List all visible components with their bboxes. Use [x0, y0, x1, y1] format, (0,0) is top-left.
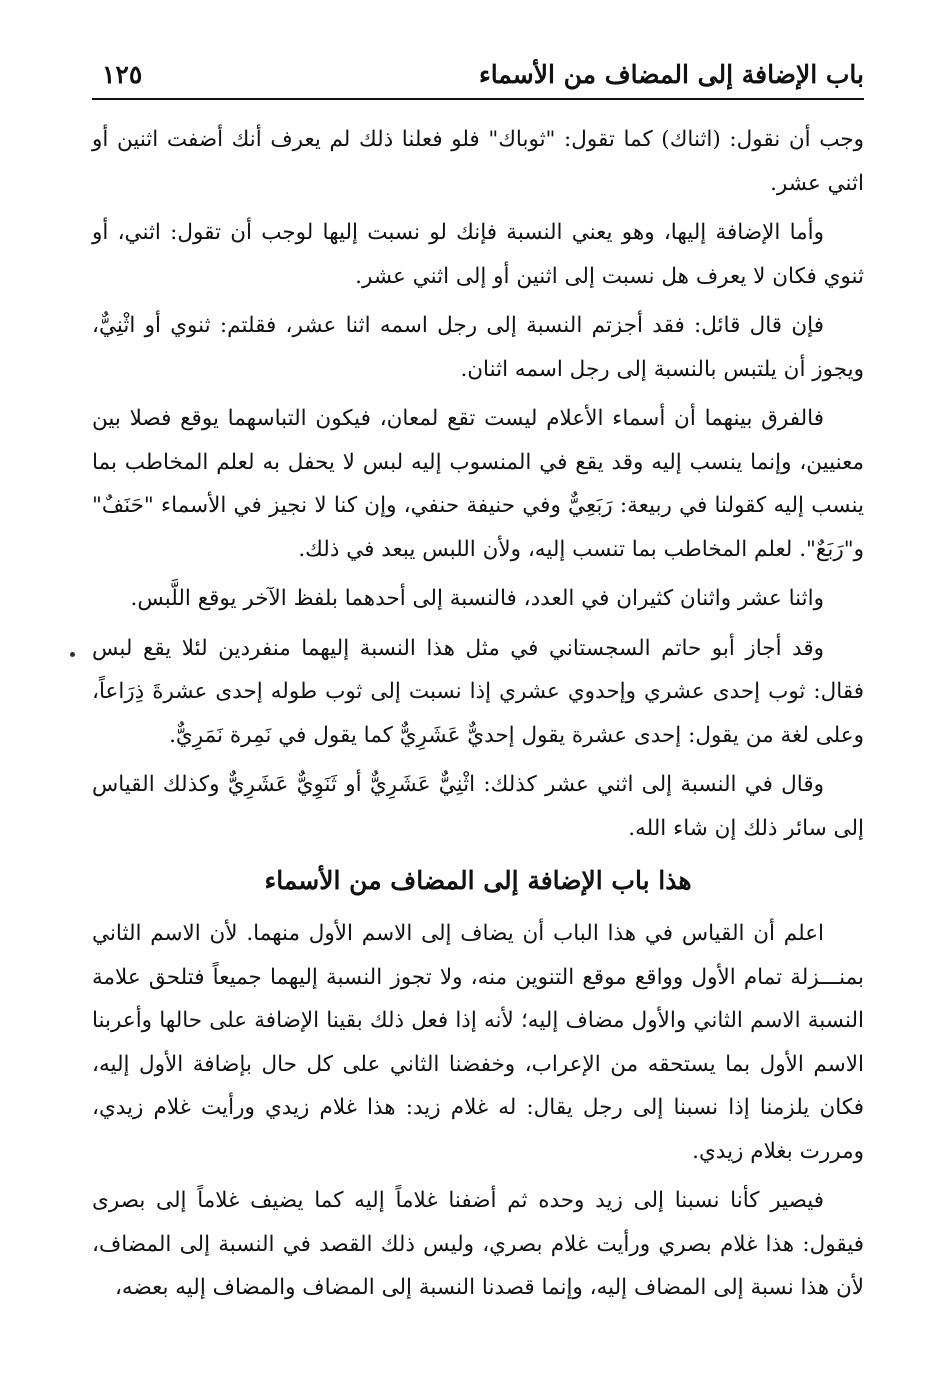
paragraph: وجب أن نقول: (اثناك) كما تقول: "ثوباك" فلو فعلنا ذلك لم يعرف أنك أضفت اثنين أو اثني عشر. — [92, 127, 864, 196]
margin-mark — [70, 652, 75, 657]
paragraph: فيصير كأنا نسبنا إلى زيد وحده ثم أضفنا غلاماً إليه كما يضيف غلاماً إلى بصرى فيقول: هذا غلام بصري ورأيت غلام بصري، وليس ذلك القصد في النسبة إلى المضاف، لأن هذا نسبة إلى المضاف إليه، وإنما قصدنا النسبة إلى المضاف والمضاف إليه بعضه، — [92, 1188, 864, 1300]
paragraph: واثنا عشر واثنان كثيران في العدد، فالنسبة إلى أحدهما بلفظ الآخر يوقع اللَّبس. — [130, 586, 824, 611]
section-heading: هذا باب الإضافة إلى المضاف من الأسماء — [264, 866, 692, 895]
paragraph: فالفرق بينهما أن أسماء الأعلام ليست تقع لمعان، فيكون التباسهما يوقع فصلا بين معنيين، وإنما ينسب إليه وقد يقع في المنسوب إليه لبس لا يحفل به لعلم المخاطب بما ينسب إليه كقولنا في ربيعة: رَبَعِيٌّ وفي حنيفة حنفي، وإن كنا لا نجيز في الأسماء "حَنَفٌ" و"رَبَعٌ". لعلم المخاطب بما تنسب إليه، ولأن اللبس يبعد في ذلك. — [92, 406, 864, 562]
page-number: ١٢٥ — [102, 60, 143, 89]
paragraph: وأما الإضافة إليها، وهو يعني النسبة فإنك لو نسبت إليها لوجب أن تقول: اثني، أو ثنوي فكان لا يعرف هل نسبت إلى اثنين أو إلى اثني عشر. — [92, 220, 864, 289]
paragraph: وقد أجاز أبو حاتم السجستاني في مثل هذا النسبة إليهما منفردين لئلا يقع لبس فقال: ثوب إحدى عشري وإحدوي عشري إذا نسبت إلى ثوب طوله إحدى عشرةَ ذِرَاعاً، وعلى لغة من يقول: إحدى عشرة يقول إحديٌّ عَشَرِيٌّ كما يقول في نَمِرة نَمَرِيٌّ. — [92, 635, 864, 748]
body-text — [92, 118, 864, 1316]
paragraph: وقال في النسبة إلى اثني عشر كذلك: اثْنِيٌّ عَشَرِيٌّ أو ثَنَوِيٌّ عَشَرِيٌّ وكذلك القياس إلى سائر ذلك إن شاء الله. — [92, 772, 864, 841]
running-title: باب الإضافة إلى المضاف من الأسماء — [478, 60, 864, 89]
running-header — [92, 58, 864, 100]
paragraph: فإن قال قائل: فقد أجزتم النسبة إلى رجل اسمه اثنا عشر، فقلتم: ثنوي أو اثْنِيٌّ، ويجوز أن يلتبس بالنسبة إلى رجل اسمه اثنان. — [92, 313, 864, 382]
paragraph: اعلم أن القياس في هذا الباب أن يضاف إلى الاسم الأول منهما. لأن الاسم الثاني بمنـــزلة تمام الأول وواقع موقع التنوين منه، ولا تجوز النسبة إليهما جميعاً فتلحق علامة النسبة الاسم الثاني والأول مضاف إليه؛ لأنه إذا فعل ذلك بقينا الإضافة على حالها وأعربنا الاسم الأول بما يستحقه من الإعراب، وخفضنا الثاني على كل حال بإضافة الأول إليه، فكان يلزمنا إذا نسبنا إلى رجل يقال: له غلام زيد: هذا غلام زيدي ورأيت غلام زيدي، ومررت بغلام زيدي. — [92, 921, 864, 1164]
